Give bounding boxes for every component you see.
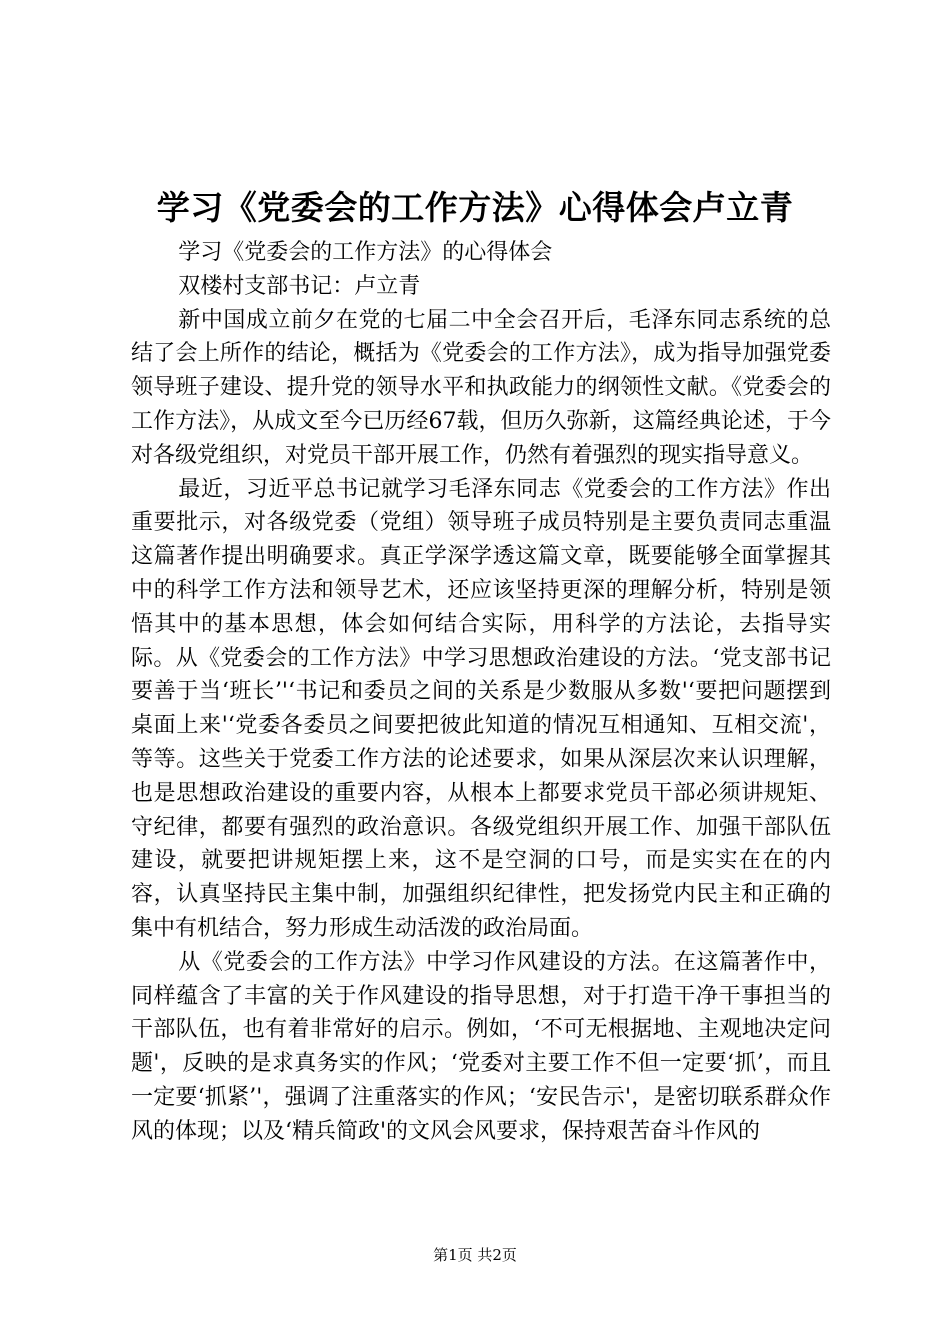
body-paragraph: 从《党委会的工作方法》中学习作风建设的方法。在这篇著作中，同样蕴含了丰富的关于作风建设的指导思想，对于打造干净干事担当的干部队伍，也有着非常好的启示。例如，‘不可无根据地、主观地决定问题'，反映的是求真务实的作风；‘党委对主要工作不但一定要‘抓’，而且一定要‘抓紧’'，强调了注重落实的作风；‘安民告示'，是密切联系群众作风的体现；以及‘精兵简政'的文风会风要求，保持艰苦奋斗作风的 (131, 949, 831, 1144)
author-paragraph: 双楼村支部书记：卢立青 (178, 273, 421, 299)
document-body (131, 236, 831, 1149)
subtitle-paragraph: 学习《党委会的工作方法》的心得体会 (178, 240, 553, 265)
body-paragraph: 最近，习近平总书记就学习毛泽东同志《党委会的工作方法》作出重要批示，对各级党委（党组）领导班子成员特别是主要负责同志重温这篇著作提出明确要求。真正学深学透这篇文章，既要能够全面掌握其中的科学工作方法和领导艺术，还应该坚持更深的理解分析，特别是领悟其中的基本思想，体会如何结合实际，用科学的方法论，去指导实际。从《党委会的工作方法》中学习思想政治建设的方法。‘党支部书记要善于当‘班长’'‘书记和委员之间的关系是少数服从多数'‘要把问题摆到桌面上来'‘党委各委员之间要把彼此知道的情况互相通知、互相交流'，等等。这些关于党委工作方法的论述要求，如果从深层次来认识理解，也是思想政治建设的重要内容，从根本上都要求党员干部必须讲规矩、守纪律，都要有强烈的政治意识。各级党组织开展工作、加强干部队伍建设，就要把讲规矩摆上来，这不是空洞的口号，而是实实在在的内容，认真坚持民主集中制，加强组织纪律性，把发扬党内民主和正确的集中有机结合，努力形成生动活泼的政治局面。 (131, 476, 831, 941)
page-number-footer: 第1页 共2页 (433, 1246, 517, 1264)
document-title: 学习《党委会的工作方法》心得体会卢立青 (156, 188, 794, 227)
body-paragraph: 新中国成立前夕在党的七届二中全会召开后，毛泽东同志系统的总结了会上所作的结论，概括为《党委会的工作方法》，成为指导加强党委领导班子建设、提升党的领导水平和执政能力的纲领性文献。《党委会的工作方法》，从成文至今已历经67载，但历久弥新，这篇经典论述，于今对各级党组织，对党员干部开展工作，仍然有着强烈的现实指导意义。 (131, 307, 831, 468)
